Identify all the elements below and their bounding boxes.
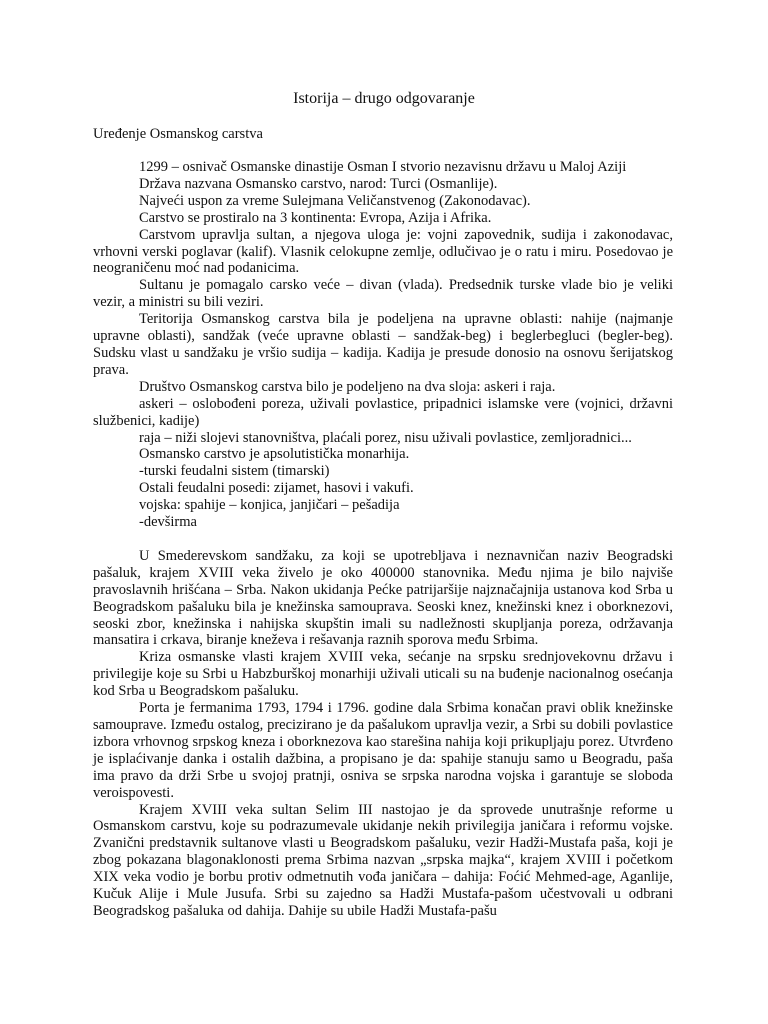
- paragraph: Teritorija Osmanskog carstva bila je podeljena na upravne oblasti: nahije (najmanje upravne oblasti), sandžak (veće upravne oblasti – sandžak-beg) i beglerbegluci (begler-beg). Sudsku vlast u sandžaku je vršio sudija – kadija. Kadija je presude donosio na osnovu šerijatskog prava.: [93, 311, 673, 378]
- paragraph: Država nazvana Osmansko carstvo, narod: Turci (Osmanlije).: [139, 175, 498, 192]
- document-title: Istorija – drugo odgovaranje: [293, 90, 475, 107]
- paragraph: Porta je fermanima 1793, 1794 i 1796. godine dala Srbima konačan pravi oblik knežinske samouprave. Između ostalog, precizirano je da pašalukom upravlja vezir, a Srbi su dobili povlastice izbora vrhovnog srpskog kneza i oborknezova kao starešina nahija koji prikupljaju porez. Utvrđeno je isplaćivanje danka i ostalih dažbina, a propisano je da: spahije stanuju samo u Beogradu, paša ima pravo da drži Srbe u svojoj pratnji, osniva se srpska narodna vojska i garantuje se sloboda veroispovesti.: [93, 700, 673, 801]
- paragraph: Najveći uspon za vreme Sulejmana Veličanstvenog (Zakonodavac).: [139, 192, 531, 209]
- paragraph: Osmansko carstvo je apsolutistička monarhija.: [139, 446, 410, 463]
- paragraph: Carstvo se prostiralo na 3 kontinenta: Evropa, Azija i Afrika.: [139, 209, 492, 226]
- paragraph: Ostali feudalni posedi: zijamet, hasovi i vakufi.: [139, 480, 414, 497]
- paragraph: 1299 – osnivač Osmanske dinastije Osman I stvorio nezavisnu državu u Maloj Aziji: [139, 159, 627, 175]
- paragraph: U Smederevskom sandžaku, za koji se upotrebljava i neznavničan naziv Beogradski pašaluk, krajem XVIII veka živelo je oko 400000 stanovnika. Među njima je bilo najviše pravoslavnih hrišćana – Srba. Nakon ukidanja Pećke patrijaršije najznačajnija ustanova kod Srba u Beogradskom pašaluku bila je knežinska samouprava. Seoski knez, knežinski knez i oborknezovi, seoski zbor, knežinska i nahijska skupštin imali su nadležnosti skupljanja poreza, održavanja mansatira i crkava, biranje kneževa i rešavanja raznih sporova među Srbima.: [93, 547, 673, 649]
- paragraph: vojska: spahije – konjica, janjičari – pešadija: [139, 497, 400, 514]
- paragraph: Kriza osmanske vlasti krajem XVIII veka, sećanje na srpsku srednjovekovnu državu i privilegije koje su Srbi u Habzburškoj monarhiji uživali uticali su na buđenje nacionalnog osećanja kod Srba u Beogradskom pašaluku.: [93, 649, 673, 700]
- paragraph: Carstvom upravlja sultan, a njegova uloga je: vojni zapovednik, sudija i zakonodavac, vrhovni verski poglavar (kalif). Vlasnik celokupne zemlje, odlučivao je o ratu i miru. Posedovao je neograničenu moć nad podanicima.: [93, 226, 673, 277]
- paragraph: Krajem XVIII veka sultan Selim III nastojao je da sprovede unutrašnje reforme u Osmanskom carstvu, koje su podrazumevale ukidanje nekih privilegija janičara i reformu vojske. Zvanični predstavnik sultanove vlasti u Beogradskom pašaluku, vezir Hadži-Mustafa paša, koji je zbog pokazana blagonaklonosti prema Srbima nazvan „srpska majka“, krajem XVIII i početkom XIX veka vodio je borbu protiv odmetnutih vođa janičara – dahija: Foćić Mehmed-age, Aganlije, Kučuk Alije i Mule Jusufa. Srbi su zajedno sa Hadži Mustafa-pašom učestvovali u odbrani Beogradskog pašaluka od dahija. Dahije su ubile Hadži Mustafa-pašu: [93, 801, 673, 919]
- paragraph: raja – niži slojevi stanovništva, plaćali porez, nisu uživali povlastice, zemljoradnici...: [139, 429, 632, 446]
- paragraph: -turski feudalni sistem (timarski): [139, 463, 330, 480]
- paragraph: -devširma: [139, 514, 197, 531]
- section-heading: Uređenje Osmanskog carstva: [93, 126, 263, 142]
- paragraph: askeri – oslobođeni poreza, uživali povlastice, pripadnici islamske vere (vojnici, državni službenici, kadije): [93, 395, 673, 429]
- document-body: [93, 159, 673, 920]
- paragraph: Društvo Osmanskog carstva bilo je podeljeno na dva sloja: askeri i raja.: [139, 378, 556, 395]
- paragraph: Sultanu je pomagalo carsko veće – divan (vlada). Predsednik turske vlade bio je veliki vezir, a ministri su bili veziri.: [93, 277, 673, 311]
